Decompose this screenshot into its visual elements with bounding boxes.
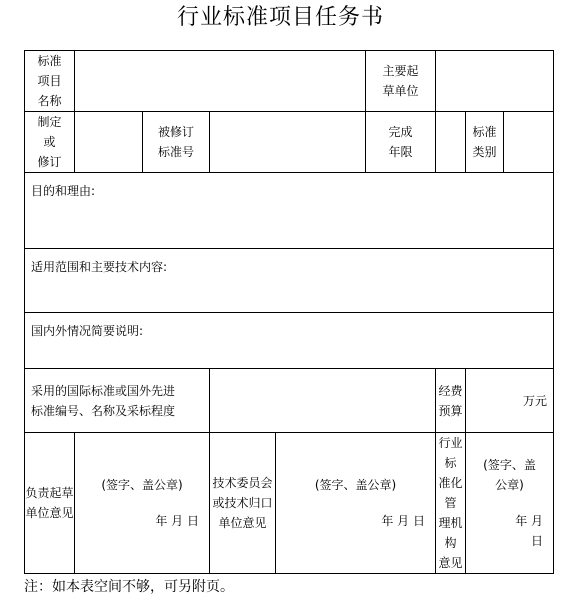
formulate-or-revise-label-text: 制定 或 修订 <box>37 115 62 169</box>
completion-deadline-label <box>366 112 436 173</box>
task-form-table <box>24 50 554 574</box>
tech-committee-opinion-label <box>210 433 276 574</box>
formulate-or-revise-label <box>25 112 75 173</box>
formulate-or-revise-field[interactable] <box>75 112 143 173</box>
industry-opinion-label-text: 行业标 准化管 理机构 意见 <box>438 436 463 570</box>
main-drafter-field[interactable] <box>436 51 554 112</box>
intl-standard-label-text: 采用的国际标准或国外先进 标准编号、名称及采标程度 <box>31 383 176 418</box>
standard-category-label <box>466 112 504 173</box>
footnote: 注：如本表空间不够，可另附页。 <box>24 579 234 595</box>
project-name-field[interactable] <box>75 51 366 112</box>
completion-deadline-label-text: 完成 年限 <box>388 125 413 159</box>
tech-committee-date-text: 年 月 日 <box>381 514 425 528</box>
budget-label <box>436 369 466 433</box>
domestic-international-label: 国内外情况简要说明: <box>31 324 144 338</box>
revised-standard-label-text: 被修订 标准号 <box>157 125 194 159</box>
budget-unit: 万元 <box>523 393 548 408</box>
tech-committee-opinion-label-text: 技术委员会 或技术归口 单位意见 <box>212 476 273 530</box>
tech-committee-seal-text: (签字、盖公章) <box>314 478 397 492</box>
document-title: 行业标准项目任务书 <box>176 5 384 30</box>
purpose-section[interactable] <box>25 173 554 249</box>
drafter-opinion-label <box>25 433 75 574</box>
budget-label-text: 经费 预算 <box>438 383 463 418</box>
project-name-label-text: 标准 项目 名称 <box>37 54 62 108</box>
drafter-date-text: 年 月 日 <box>155 514 199 528</box>
intl-standard-field[interactable] <box>210 369 436 433</box>
budget-field[interactable] <box>466 369 554 433</box>
revised-standard-label <box>143 112 210 173</box>
industry-opinion-field[interactable] <box>466 433 554 574</box>
standard-category-field[interactable] <box>504 112 554 173</box>
revised-standard-field[interactable] <box>210 112 366 173</box>
standard-category-label-text: 标准 类别 <box>472 125 497 159</box>
scope-section[interactable] <box>25 249 554 313</box>
domestic-international-section[interactable] <box>25 313 554 369</box>
drafter-opinion-label-text: 负责起草 单位意见 <box>25 486 74 520</box>
main-drafter-label <box>366 51 436 112</box>
scope-label: 适用范围和主要技术内容: <box>31 260 168 274</box>
completion-deadline-field[interactable] <box>436 112 466 173</box>
intl-standard-label <box>25 369 210 433</box>
tech-committee-opinion-field[interactable] <box>276 433 436 574</box>
industry-date-text: 年 月 日 <box>515 514 544 548</box>
industry-opinion-label <box>436 433 466 574</box>
industry-seal-text: (签字、盖 公章) <box>483 458 536 492</box>
purpose-label: 目的和理由: <box>31 184 96 198</box>
drafter-seal-text: (签字、盖公章) <box>101 478 183 492</box>
drafter-opinion-field[interactable] <box>75 433 210 574</box>
project-name-label <box>25 51 75 112</box>
main-drafter-label-text: 主要起 草单位 <box>382 64 419 98</box>
